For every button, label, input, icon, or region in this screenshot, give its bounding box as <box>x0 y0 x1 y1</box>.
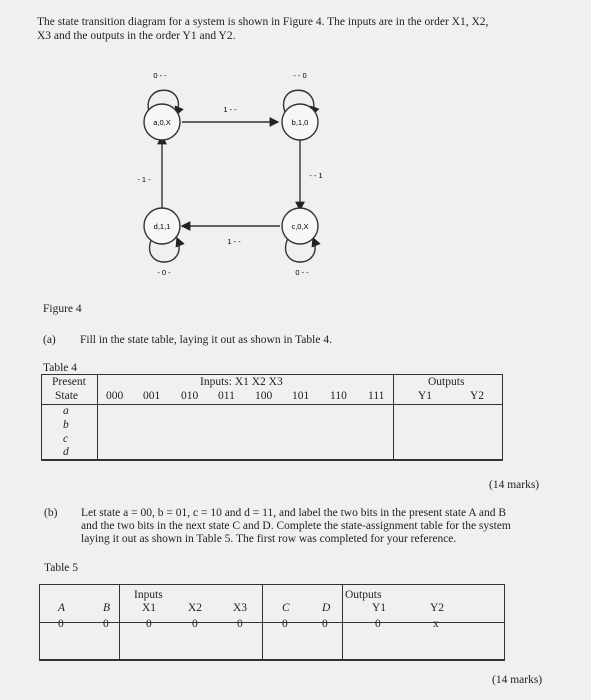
table5-inputs-header: Inputs <box>134 589 163 601</box>
table4-inputs-header: Inputs: X1 X2 X3 <box>200 376 283 388</box>
label-c-to-d: 1 - - <box>227 237 241 246</box>
table4-input-110: 110 <box>330 390 347 402</box>
label-a-self: 0 - - <box>153 71 167 80</box>
table5-row1-x1: 0 <box>146 618 152 630</box>
table4-input-101: 101 <box>292 390 310 402</box>
table4-y1-header: Y1 <box>418 390 433 402</box>
table5-header-y1: Y1 <box>372 602 387 614</box>
part-b-marks: (14 marks) <box>492 674 543 686</box>
table5-row1-a: 0 <box>58 618 64 630</box>
label-d-self: - 0 - <box>157 268 171 277</box>
table5-row1-y2: x <box>433 618 439 630</box>
table4-input-100: 100 <box>255 390 273 402</box>
table4-outputs-header: Outputs <box>428 376 465 388</box>
figure-caption: Figure 4 <box>43 303 82 315</box>
table5-header-a: A <box>58 602 66 614</box>
label-b-self: - - 0 <box>293 71 307 80</box>
table5-row1-c: 0 <box>282 618 288 630</box>
state-b-label: b,1,0 <box>291 118 309 127</box>
label-c-self: 0 - - <box>295 268 309 277</box>
state-transition-diagram <box>120 60 350 290</box>
part-a-text: Fill in the state table, laying it out as shown in Table 4. <box>80 334 332 346</box>
intro-line-1: The state transition diagram for a system is shown in Figure 4. The inputs are in the order X1, X2, <box>37 16 489 28</box>
label-a-to-b: 1 - - <box>223 105 237 114</box>
table5-header-y2: Y2 <box>430 602 445 614</box>
table4-input-001: 001 <box>143 390 161 402</box>
state-d-label: d,1,1 <box>153 222 171 231</box>
table5-header-x1: X1 <box>142 602 157 614</box>
table5-row1-b: 0 <box>103 618 109 630</box>
table4-state-a: a <box>63 405 69 417</box>
table4-title: Table 4 <box>43 362 78 374</box>
table4-state-b: b <box>63 419 69 431</box>
table4-state-c: c <box>63 433 69 445</box>
part-b-line-1: Let state a = 00, b = 01, c = 10 and d = 11, and label the two bits in the present state A and B <box>81 507 507 519</box>
part-b-line-2: and the two bits in the next state C and D. Complete the state-assignment table for the system <box>81 520 511 532</box>
table4-state-d: d <box>63 446 69 458</box>
table5-row1-d: 0 <box>322 618 328 630</box>
table5-header-c: C <box>282 602 290 614</box>
table5-row1-x2: 0 <box>192 618 198 630</box>
part-b-label: (b) <box>44 507 58 519</box>
table4-input-000: 000 <box>106 390 124 402</box>
part-a-label: (a) <box>43 334 56 346</box>
part-a-marks: (14 marks) <box>489 479 540 491</box>
table4-y2-header: Y2 <box>470 390 485 402</box>
table4-present-header: Present <box>52 376 86 388</box>
table5-title: Table 5 <box>44 562 79 574</box>
state-a-label: a,0,X <box>153 118 171 127</box>
state-c-label: c,0,X <box>291 222 309 231</box>
label-d-to-a: - 1 - <box>137 175 151 184</box>
table4-input-111: 111 <box>368 390 385 402</box>
label-b-to-c: - - 1 <box>309 171 323 180</box>
table5-header-b: B <box>103 602 111 614</box>
intro-line-2: X3 and the outputs in the order Y1 and Y2. <box>37 30 236 42</box>
table5-header-d: D <box>322 602 331 614</box>
table5-outputs-header: Outputs <box>345 589 382 601</box>
table4-input-010: 010 <box>181 390 199 402</box>
table4-input-011: 011 <box>218 390 235 402</box>
table5-header-x3: X3 <box>233 602 248 614</box>
table4-state-header: State <box>55 390 78 402</box>
table5-header-x2: X2 <box>188 602 203 614</box>
table5-row1-y1: 0 <box>375 618 381 630</box>
table5-row1-x3: 0 <box>237 618 243 630</box>
part-b-line-3: laying it out as shown in Table 5. The first row was completed for your reference. <box>81 533 457 545</box>
